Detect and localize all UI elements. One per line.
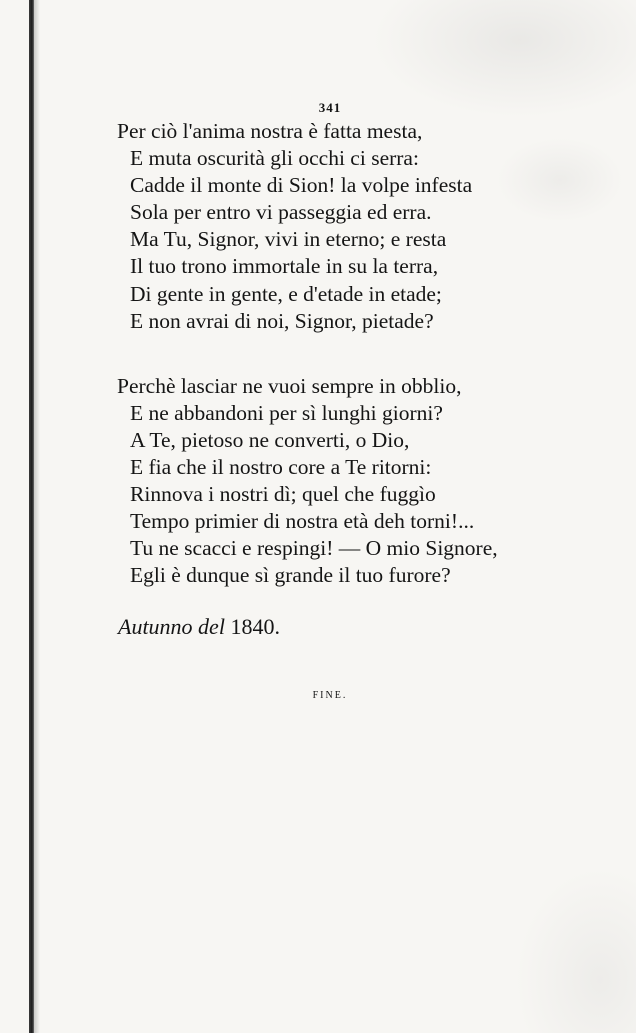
poem-line: E fia che il nostro core a Te ritorni: [130,455,432,480]
poem-line: Ma Tu, Signor, vivi in eterno; e resta [130,227,447,252]
page-number: 341 [318,100,342,115]
poem-line: Di gente in gente, e d'etade in etade; [130,281,442,306]
date-year: 1840. [230,614,280,639]
stanza-2 [117,373,617,590]
poem-body [117,118,617,590]
poem-line: Tu ne scacci e respingi! — O mio Signore, [130,536,498,561]
poem-line: Cadde il monte di Sion! la volpe infesta [130,173,473,198]
end-mark: FINE. [312,690,348,701]
poem-line: Rinnova i nostri dì; quel che fuggìo [130,482,436,507]
poem-line: Il tuo trono immortale in su la terra, [130,254,439,279]
poem-line: Tempo primier di nostra età deh torni!... [130,509,475,534]
poem-line: Perchè lasciar ne vuoi sempre in obblio, [117,373,462,398]
date-label: Autunno del [118,614,225,639]
poem-line: Per ciò l'anima nostra è fatta mesta, [117,119,423,143]
poem-line: E non avrai di noi, Signor, pietade? [130,308,434,333]
date-signature [118,614,280,640]
poem-line: E muta oscurità gli occhi ci serra: [130,146,419,171]
poem-line: E ne abbandoni per sì lunghi giorni? [130,400,443,425]
stanza-1 [117,118,617,335]
binding-shadow [34,0,40,1033]
poem-line: Sola per entro vi passeggia ed erra. [130,200,432,225]
poem-line: Egli è dunque sì grande il tuo furore? [130,563,451,588]
poem-line: A Te, pietoso ne converti, o Dio, [130,427,410,452]
